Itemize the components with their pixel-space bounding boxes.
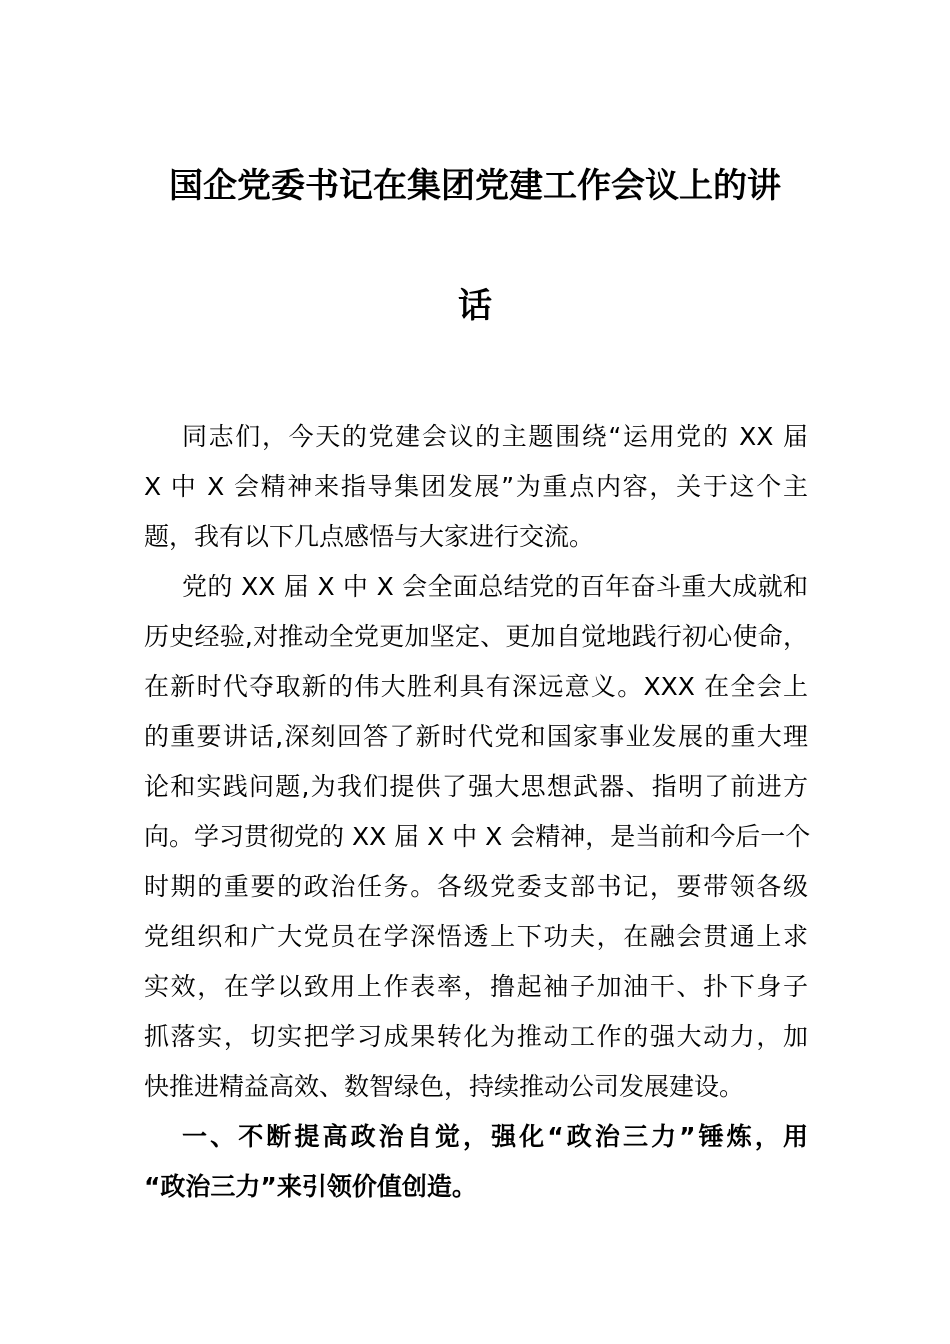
paragraph-line: 向。学习贯彻党的 XX 届 X 中 X 会精神，是当前和今后一个	[144, 822, 811, 851]
section-heading-1	[144, 1112, 808, 1212]
paragraph-line: 论和实践问题,为我们提供了强大思想武器、指明了前进方	[144, 772, 808, 801]
paragraph-line: 在新时代夺取新的伟大胜利具有深远意义。XXX 在全会上	[144, 672, 808, 701]
document-title-line-1: 国企党委书记在集团党建工作会议上的讲	[169, 166, 781, 206]
paragraph-line: 党的 XX 届 X 中 X 会全面总结党的百年奋斗重大成就和	[182, 572, 808, 601]
paragraph-intro	[144, 412, 808, 562]
paragraph-line: X 中 X 会精神来指导集团发展”为重点内容，关于这个主	[144, 472, 808, 501]
paragraph-line: 历史经验,对推动全党更加坚定、更加自觉地践行初心使命，	[144, 622, 808, 651]
paragraph-line: 快推进精益高效、数智绿色，持续推动公司发展建设。	[144, 1072, 745, 1101]
paragraph-line: 实效，在学以致用上作表率，撸起袖子加油干、扑下身子	[144, 972, 808, 1001]
heading-line: 一、不断提高政治自觉，强化“政治三力”锤炼，用	[182, 1122, 808, 1151]
paragraph-line: 的重要讲话,深刻回答了新时代党和国家事业发展的重大理	[144, 722, 808, 751]
heading-line: “政治三力”来引领价值创造。	[144, 1172, 477, 1201]
paragraph-line: 题，我有以下几点感悟与大家进行交流。	[144, 522, 595, 551]
paragraph-line: 党组织和广大党员在学深悟透上下功夫，在融会贯通上求	[144, 922, 808, 951]
paragraph-plenum	[144, 562, 811, 1112]
paragraph-line: 抓落实，切实把学习成果转化为推动工作的强大动力，加	[144, 1022, 808, 1051]
paragraph-line: 时期的重要的政治任务。各级党委支部书记，要带领各级	[144, 872, 808, 901]
document-title-line-2: 话	[458, 286, 492, 326]
paragraph-line: 同志们，今天的党建会议的主题围绕“运用党的 XX 届	[182, 422, 808, 451]
